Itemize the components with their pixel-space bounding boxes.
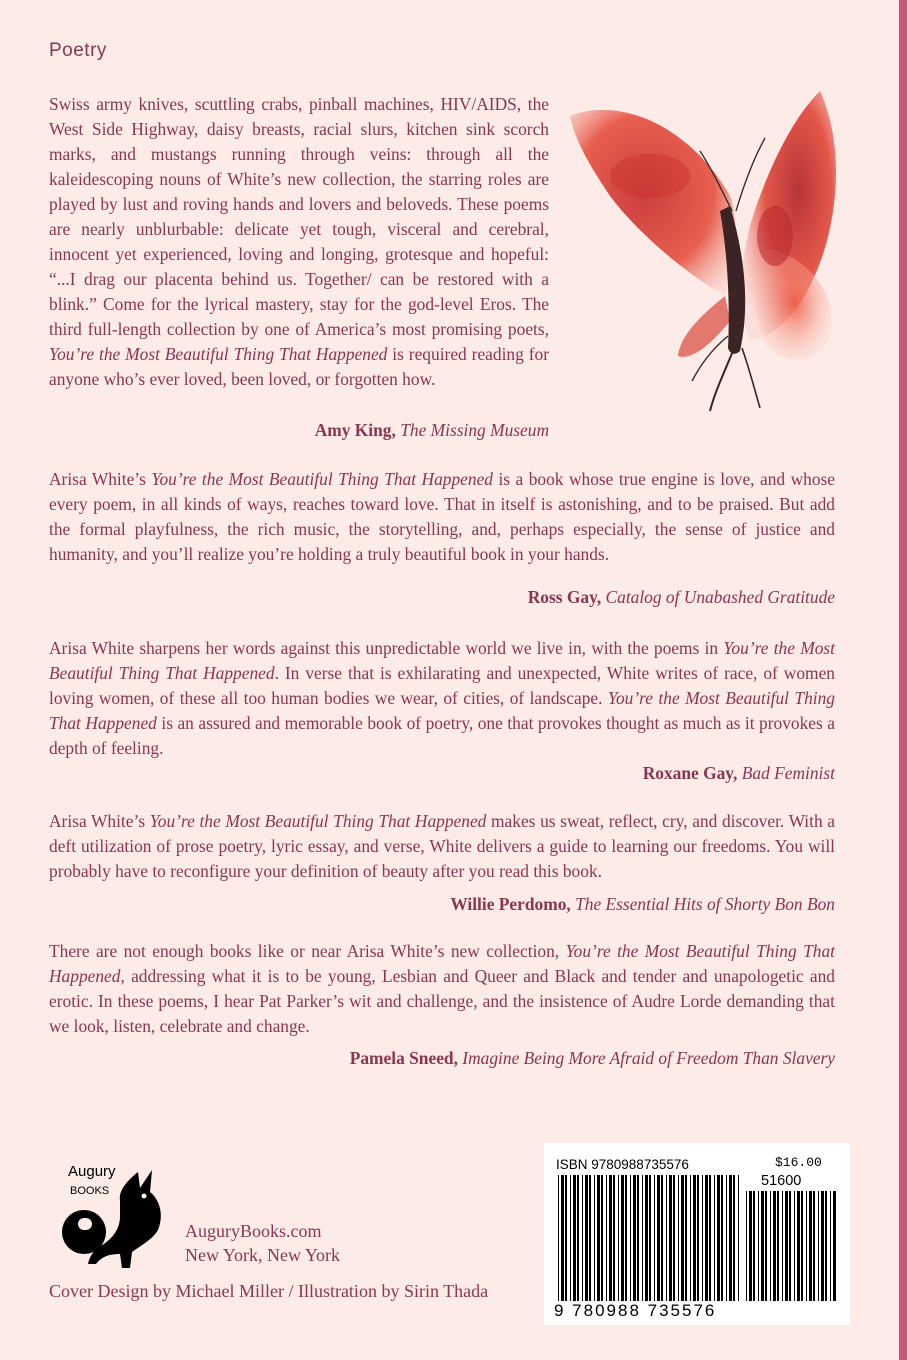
barcode-stripe (585, 1175, 588, 1301)
barcode-stripe (777, 1191, 779, 1301)
barcode-stripe (758, 1191, 759, 1301)
barcode-stripe (657, 1175, 660, 1301)
barcode-bars (558, 1175, 743, 1301)
barcode-stripe (673, 1175, 675, 1301)
blurb-willie-perdomo: Arisa White’s You’re the Most Beautiful Thing That Happened makes us sweat, reflect, cry, and discover. With a deft utilization of prose poetry, lyric essay, and verse, White delivers a guide to learning our freedoms. You will probably have to reconfigure your definition of beauty after you read this book. (49, 811, 836, 881)
barcode-stripe (613, 1175, 615, 1301)
barcode-stripe (818, 1191, 819, 1301)
barcode-stripe (797, 1191, 800, 1301)
barcode-stripe (809, 1191, 812, 1301)
barcode-stripe (702, 1175, 703, 1301)
barcode-stripe (625, 1175, 627, 1301)
barcode-stripe (801, 1191, 803, 1301)
barcode-stripe (721, 1175, 723, 1301)
barcode-stripe (785, 1191, 788, 1301)
barcode-stripe (733, 1175, 735, 1301)
barcode-stripe (738, 1175, 739, 1301)
cover-credits: Cover Design by Michael Miller / Illustration by Sirin Thada (49, 1281, 489, 1301)
barcode-stripe (773, 1191, 776, 1301)
barcode (544, 1143, 850, 1325)
fox-logo-icon (60, 1160, 180, 1270)
barcode-stripe (813, 1191, 815, 1301)
barcode-stripe (601, 1175, 603, 1301)
barcode-stripe (558, 1175, 559, 1301)
barcode-stripe (637, 1175, 639, 1301)
barcode-stripe (770, 1191, 771, 1301)
barcode-stripe (630, 1175, 631, 1301)
barcode-stripe (618, 1175, 619, 1301)
barcode-stripe (825, 1191, 827, 1301)
attribution-pamela-sneed: Pamela Sneed, Imagine Being More Afraid of Freedom Than Slavery (349, 1048, 835, 1068)
barcode-stripe (565, 1175, 567, 1301)
barcode-stripe (693, 1175, 696, 1301)
barcode-stripe (714, 1175, 715, 1301)
barcode-stripe (726, 1175, 727, 1301)
butterfly-illustration-icon (560, 86, 850, 420)
barcode-stripe (717, 1175, 720, 1301)
barcode-stripe (577, 1175, 579, 1301)
barcode-stripe (753, 1191, 755, 1301)
svg-text:BOOKS: BOOKS (70, 1185, 110, 1197)
barcode-stripe (685, 1175, 687, 1301)
barcode-stripe (765, 1191, 767, 1301)
barcode-stripe (690, 1175, 691, 1301)
barcode-stripe (833, 1191, 836, 1301)
barcode-stripe (678, 1175, 679, 1301)
barcode-stripe (789, 1191, 791, 1301)
barcode-stripe (746, 1191, 747, 1301)
category-label: Poetry (49, 40, 107, 61)
svg-text:Augury: Augury (68, 1163, 116, 1180)
barcode-stripe (749, 1191, 752, 1301)
barcode-stripe (642, 1175, 643, 1301)
barcode-stripe (782, 1191, 783, 1301)
blurb-pamela-sneed: There are not enough books like or near Arisa White’s new collection, You’re the Most Beautiful Thing That Happened, addressing what it is to be young, Lesbian and Queer and Black and tender and unapologetic and erotic. In these poems, I hear Pat Parker’s wit and challenge, and the insistence of Audre Lorde demanding that we look, listen, celebrate and change. (49, 941, 835, 1036)
barcode-stripe (594, 1175, 595, 1301)
isbn-label: ISBN 9780988735576 (556, 1157, 689, 1172)
barcode-stripe (794, 1191, 795, 1301)
barcode-stripe (649, 1175, 651, 1301)
barcode-stripe (597, 1175, 600, 1301)
barcode-stripe (661, 1175, 663, 1301)
barcode-stripe (806, 1191, 807, 1301)
barcode-stripe (609, 1175, 612, 1301)
barcode-stripe (821, 1191, 824, 1301)
attribution-roxane-gay: Roxane Gay, Bad Feminist (642, 763, 835, 783)
barcode-stripe (570, 1175, 571, 1301)
barcode-stripe (606, 1175, 607, 1301)
publisher-city: New York, New York (185, 1245, 341, 1265)
publisher-website: AuguryBooks.com (185, 1221, 322, 1241)
barcode-stripe (573, 1175, 576, 1301)
barcode-stripe (697, 1175, 699, 1301)
barcode-stripe (589, 1175, 591, 1301)
addon-code: 51600 (761, 1173, 802, 1189)
barcode-digits: 9 780988 735576 (554, 1301, 717, 1320)
barcode-stripe (761, 1191, 764, 1301)
price-label: $16.00 (775, 1155, 822, 1170)
blurb-amy-king: Swiss army knives, scuttling crabs, pinball machines, HIV/AIDS, the West Side Highway, daisy breasts, racial slurs, kitchen sink scorch marks, and mustangs running through veins: through all the kaleidescoping nouns of White’s new collection, the starring roles are played by lust and roving hands and lovers and beloveds. These poems are nearly unblurbable: delicate yet tough, visceral and cerebral, innocent yet experienced, loving and longing, grotesque and hopeful: “...I drag our placenta behind us. Together/ can be restored with a blink.” Come for the lyrical mastery, stay for the god-level Eros. The third full-length collection by one of America’s most promising poets, You’re the Most Beautiful Thing That Happened is required reading for anyone who’s ever loved, been loved, or forgotten how. (49, 94, 549, 389)
blurb-roxane-gay: Arisa White sharpens her words against this unpredictable world we live in, with the poems in You’re the Most Beautiful Thing That Happened. In verse that is exhilarating and unexpected, White writes of race, of women loving women, of these all too human bodies we wear, of cities, of landscape. You’re the Most Beautiful Thing That Happened is an assured and memorable book of poetry, one that provokes thought as much as it provokes a depth of feeling. (49, 638, 836, 758)
barcode-stripe (666, 1175, 667, 1301)
barcode-stripe (729, 1175, 732, 1301)
attribution-amy-king: Amy King, The Missing Museum (314, 420, 549, 440)
barcode-stripe (830, 1191, 831, 1301)
barcode-stripe (582, 1175, 583, 1301)
attribution-ross-gay: Ross Gay, Catalog of Unabashed Gratitude (527, 587, 835, 607)
barcode-stripe (561, 1175, 564, 1301)
barcode-stripe (705, 1175, 708, 1301)
barcode-stripe (654, 1175, 655, 1301)
barcode-stripe (645, 1175, 648, 1301)
blurb-ross-gay: Arisa White’s You’re the Most Beautiful Thing That Happened is a book whose true engine is love, and whose every poem, in all kinds of ways, reaches toward love. That in itself is astonishing, and to be praised. But add the formal playfulness, the rich music, the storytelling, and, perhaps especially, the sense of justice and humanity, and you’ll realize you’re holding a truly beautiful book in your hands. (49, 469, 836, 564)
barcode-stripe (681, 1175, 684, 1301)
barcode-stripe (621, 1175, 624, 1301)
barcode-stripe (669, 1175, 672, 1301)
addon-barcode-bars (746, 1191, 836, 1301)
attribution-willie-perdomo: Willie Perdomo, The Essential Hits of Shorty Bon Bon (450, 894, 835, 914)
barcode-stripe (633, 1175, 636, 1301)
spine-edge (899, 0, 907, 1360)
barcode-stripe (709, 1175, 711, 1301)
